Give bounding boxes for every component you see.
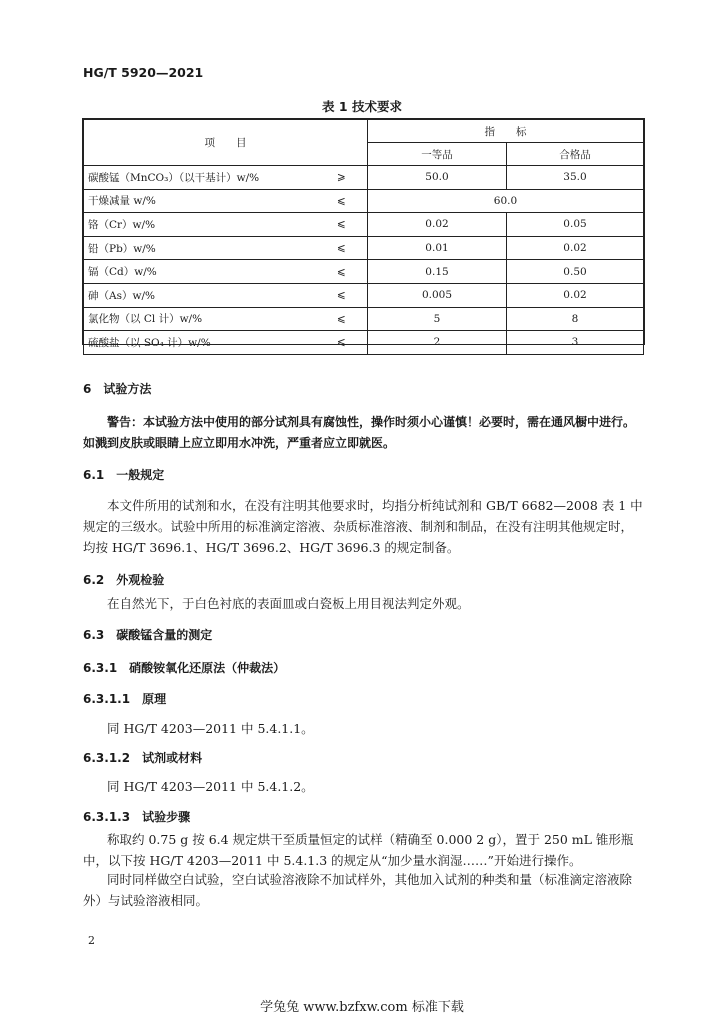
requirements-table — [83, 119, 644, 355]
row-operator: ⩾ — [316, 166, 368, 190]
section-heading-6-3-1: 6.3.1 硝酸铵氧化还原法（仲裁法） — [83, 661, 286, 675]
paragraph-6-2: 在自然光下，于白色衬底的表面皿或白瓷板上用目视法判定外观。 — [107, 596, 470, 611]
row-first-grade: 0.02 — [368, 213, 507, 237]
row-qualified: 35.0 — [507, 166, 644, 190]
row-operator: ⩽ — [316, 189, 368, 213]
row-qualified: 0.05 — [507, 213, 644, 237]
row-first-grade: 0.15 — [368, 260, 507, 284]
row-operator: ⩽ — [316, 283, 368, 307]
column-header-qualified: 合格品 — [507, 143, 644, 166]
row-item: 硫酸盐（以 SO₄ 计）w/% — [84, 331, 316, 355]
column-header-index: 指 标 — [368, 120, 644, 143]
paragraph-6-1: 本文件所用的试剂和水，在没有注明其他要求时，均指分析纯试剂和 GB/T 6682—2008 表 1 中规定的三级水。试验中所用的标准滴定溶液、杂质标准溶液、制剂和制品，在没有注明其他规定时，均按 HG/T 3696.1、HG/T 3696.2、HG/T 3696.3 的规定制备。 — [83, 498, 643, 555]
row-first-grade: 50.0 — [368, 166, 507, 190]
row-first-grade: 5 — [368, 307, 507, 331]
table-row — [84, 283, 644, 307]
footer-watermark: 学兔兔 www.bzfxw.com 标准下载 — [260, 1000, 464, 1015]
paragraph-6-3-1-3-a: 称取约 0.75 g 按 6.4 规定烘干至质量恒定的试样（精确至 0.000 2 g），置于 250 mL 锥形瓶中，以下按 HG/T 4203—2011 中 5.4.1.3 的规定从“加少量水润湿……”开始进行操作。 — [83, 832, 634, 868]
section-heading-6-3-1-3: 6.3.1.3 试验步骤 — [83, 810, 191, 824]
table-row — [84, 166, 644, 190]
row-qualified: 0.02 — [507, 236, 644, 260]
row-first-grade: 0.01 — [368, 236, 507, 260]
table-header-row — [84, 120, 644, 143]
section-heading-6-3-1-2: 6.3.1.2 试剂或材料 — [83, 751, 203, 765]
row-item: 铬（Cr）w/% — [84, 213, 316, 237]
warning-paragraph: 警告：本试验方法中使用的部分试剂具有腐蚀性，操作时须小心谨慎！必要时，需在通风橱中进行。如溅到皮肤或眼睛上应立即用水冲洗，严重者应立即就医。 — [83, 415, 636, 450]
row-operator: ⩽ — [316, 213, 368, 237]
paragraph-6-3-1-3-b: 同时同样做空白试验，空白试验溶液除不加试样外，其他加入试剂的种类和量（标准滴定溶液除外）与试验溶液相同。 — [83, 872, 633, 908]
row-first-grade: 0.005 — [368, 283, 507, 307]
column-header-item: 项 目 — [84, 120, 368, 166]
row-qualified: 8 — [507, 307, 644, 331]
row-item: 氯化物（以 Cl 计）w/% — [84, 307, 316, 331]
row-item: 砷（As）w/% — [84, 283, 316, 307]
table-row — [84, 260, 644, 284]
table-row — [84, 189, 644, 213]
table-row — [84, 236, 644, 260]
row-qualified: 3 — [507, 331, 644, 355]
row-qualified: 0.02 — [507, 283, 644, 307]
row-item: 铅（Pb）w/% — [84, 236, 316, 260]
document-code: HG/T 5920—2021 — [83, 65, 204, 80]
column-header-first-grade: 一等品 — [368, 143, 507, 166]
table-title: 表 1 技术要求 — [322, 99, 402, 114]
section-heading-6-1: 6.1 一般规定 — [83, 468, 165, 482]
paragraph-6-3-1-1: 同 HG/T 4203—2011 中 5.4.1.1。 — [107, 721, 314, 736]
row-qualified: 0.50 — [507, 260, 644, 284]
row-merged-value: 60.0 — [368, 189, 644, 213]
page-number: 2 — [88, 934, 95, 947]
row-operator: ⩽ — [316, 236, 368, 260]
table-row — [84, 213, 644, 237]
row-operator: ⩽ — [316, 260, 368, 284]
table-row — [84, 331, 644, 355]
row-first-grade: 2 — [368, 331, 507, 355]
row-item: 碳酸锰（MnCO₃）（以干基计）w/% — [84, 166, 316, 190]
row-item: 镉（Cd）w/% — [84, 260, 316, 284]
paragraph-6-3-1-2: 同 HG/T 4203—2011 中 5.4.1.2。 — [107, 779, 314, 794]
section-heading-6-2: 6.2 外观检验 — [83, 573, 165, 587]
row-operator: ⩽ — [316, 307, 368, 331]
row-operator: ⩽ — [316, 331, 368, 355]
row-item: 干燥减量 w/% — [84, 189, 316, 213]
section-heading-6-3: 6.3 碳酸锰含量的测定 — [83, 628, 213, 642]
table-row — [84, 307, 644, 331]
section-heading-6-3-1-1: 6.3.1.1 原理 — [83, 692, 167, 706]
section-heading-6: 6 试验方法 — [83, 382, 152, 396]
